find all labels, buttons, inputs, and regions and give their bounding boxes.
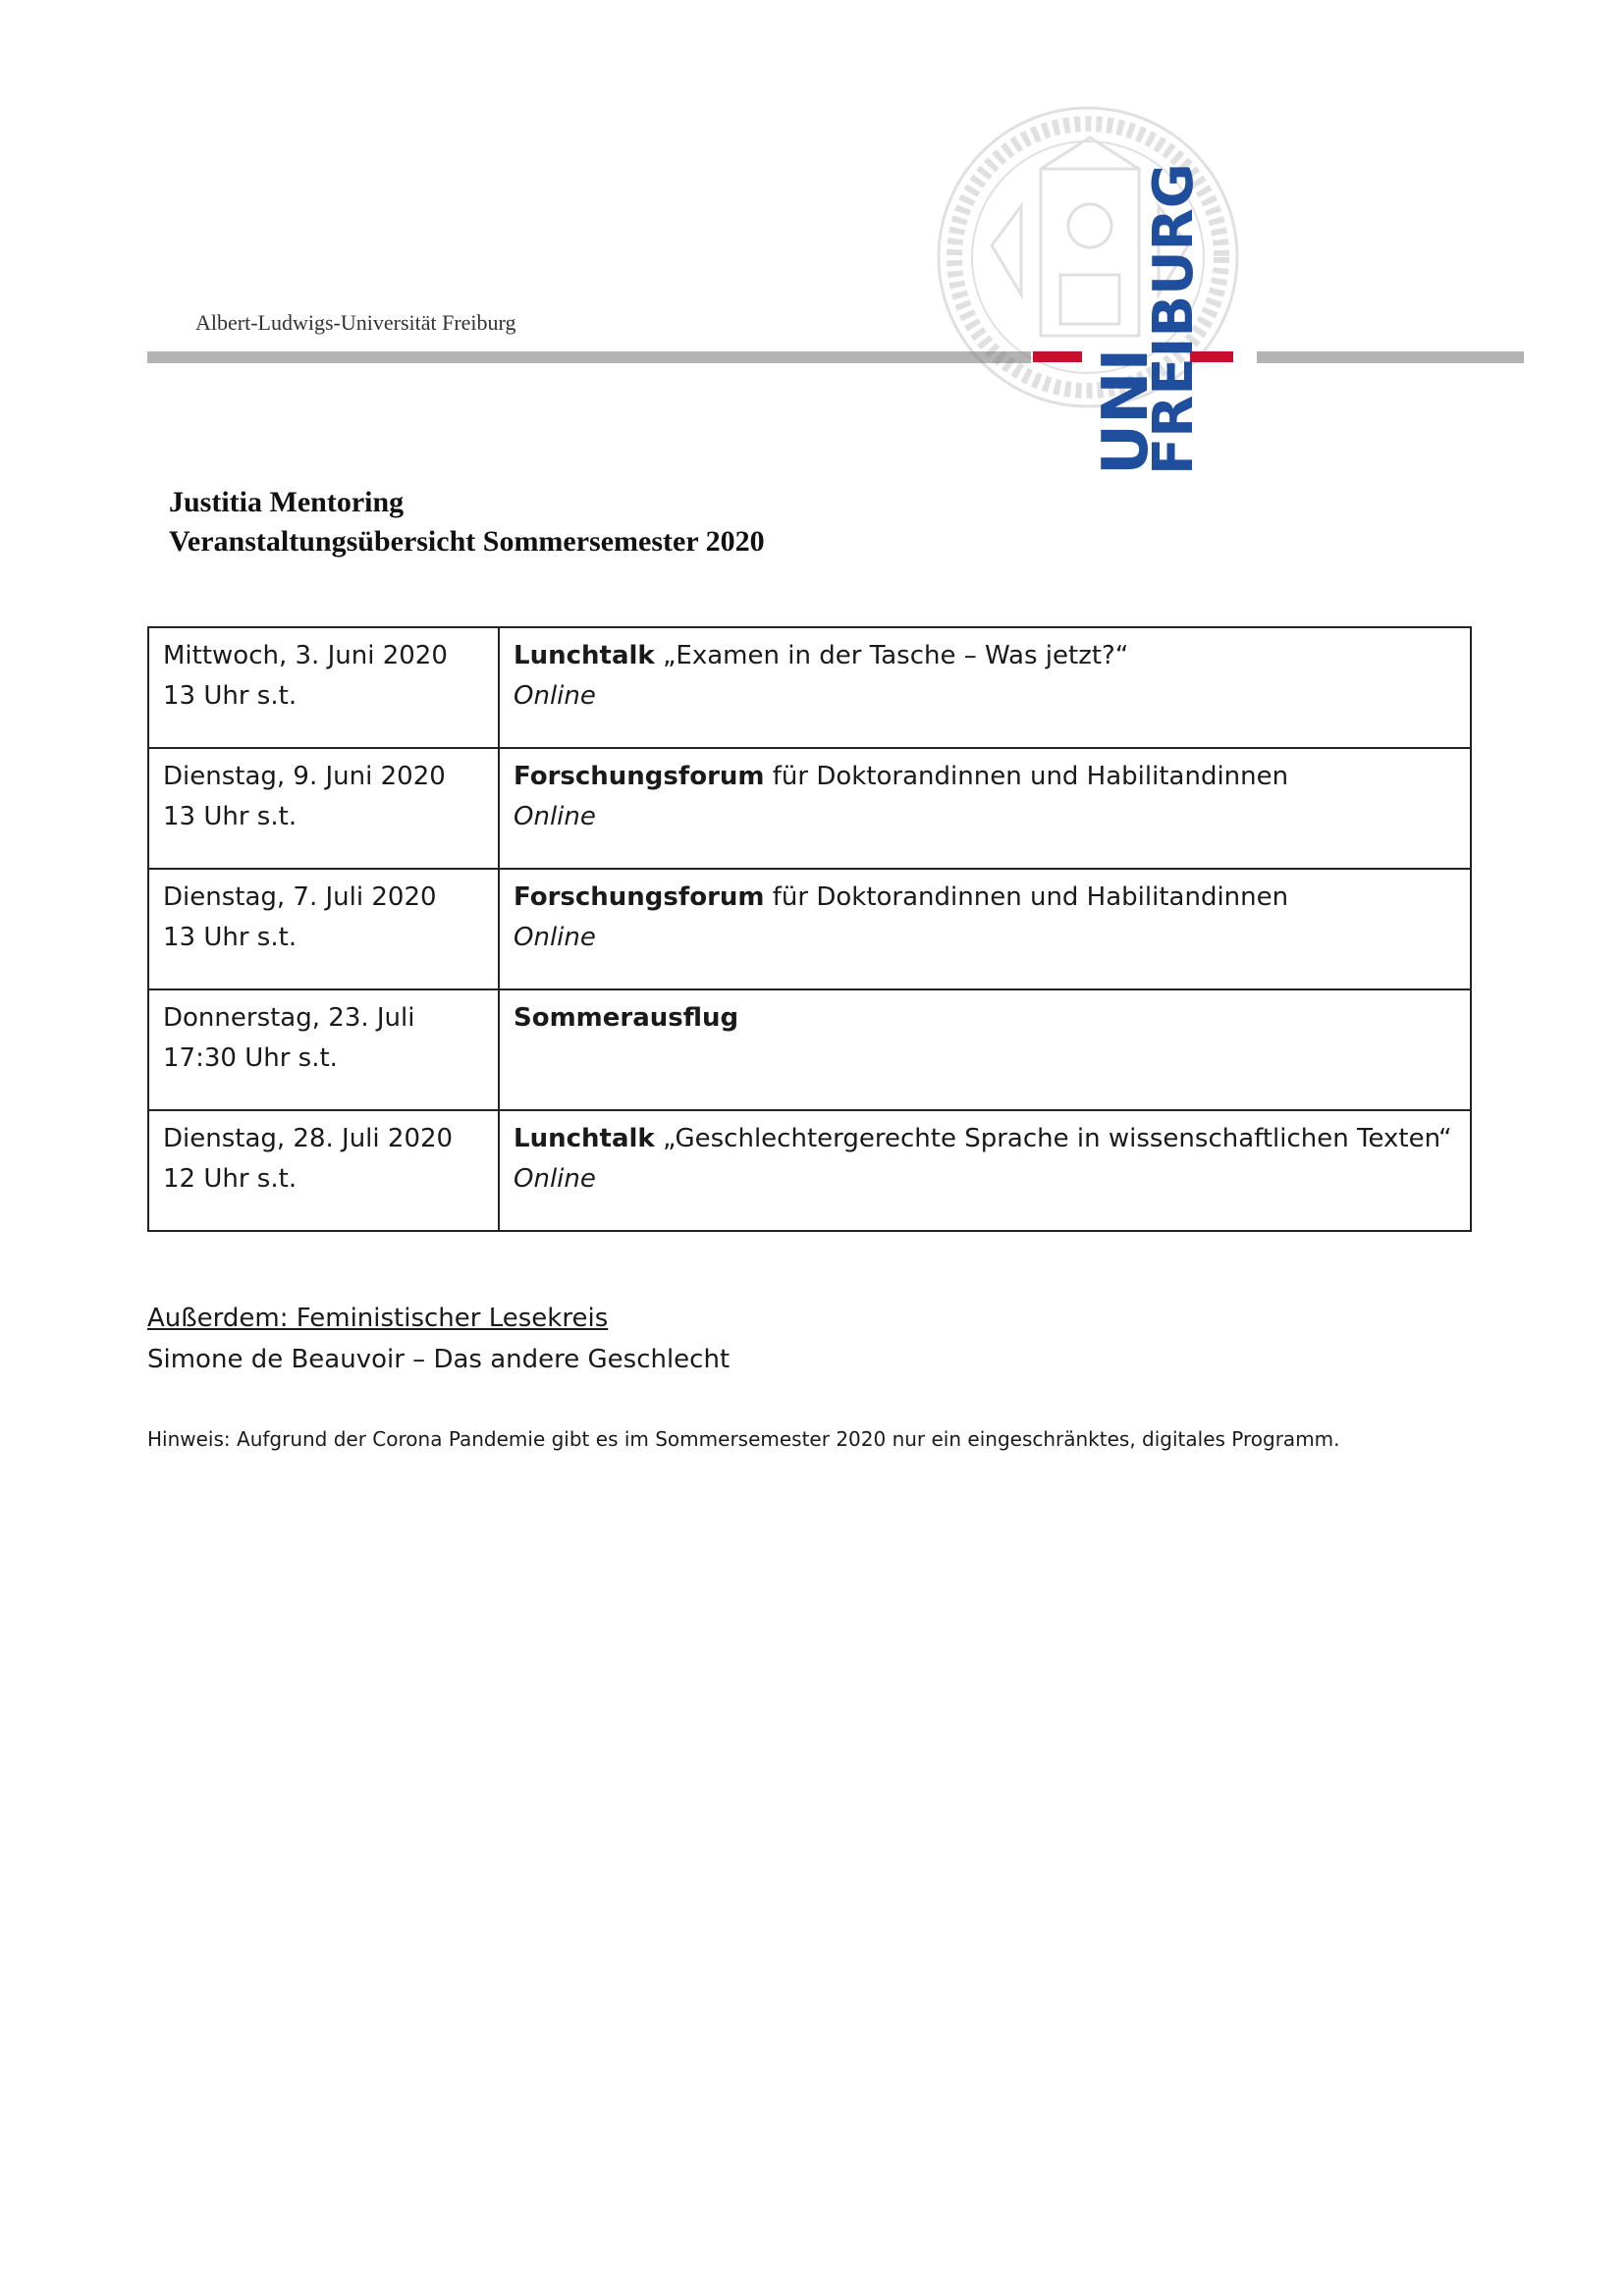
event-time: 13 Uhr s.t. <box>163 802 298 831</box>
event-date: Mittwoch, 3. Juni 2020 <box>163 641 448 670</box>
event-detail: „Geschlechtergerechte Sprache in wissenschaftlichen Texten“ <box>654 1124 1452 1153</box>
event-date: Dienstag, 28. Juli 2020 <box>163 1124 454 1153</box>
table-row <box>148 1110 1471 1231</box>
event-date: Dienstag, 7. Juli 2020 <box>163 882 437 912</box>
event-date-cell <box>148 989 499 1110</box>
event-info-cell <box>499 627 1471 748</box>
event-mode: Online <box>514 923 596 952</box>
university-logo-icon <box>923 98 1257 481</box>
event-title <box>514 757 1456 797</box>
event-info-cell <box>499 748 1471 869</box>
event-type: Lunchtalk <box>514 1124 655 1153</box>
event-date-cell <box>148 627 499 748</box>
event-time: 12 Uhr s.t. <box>163 1164 298 1194</box>
event-mode: Online <box>514 1164 596 1194</box>
page-title <box>169 483 765 561</box>
title-line-1: Justitia Mentoring <box>169 486 405 518</box>
event-date: Donnerstag, 23. Juli <box>163 1003 415 1033</box>
event-title <box>514 998 1456 1039</box>
event-type: Forschungsforum <box>514 762 765 791</box>
event-time: 13 Uhr s.t. <box>163 923 298 952</box>
event-type: Sommerausflug <box>514 1003 739 1033</box>
logo-text-uni: UNI <box>1090 347 1163 475</box>
reading-circle-heading: Außerdem: Feministischer Lesekreis <box>147 1304 609 1333</box>
title-line-2: Veranstaltungsübersicht Sommersemester 2020 <box>169 525 765 558</box>
event-detail: für Doktorandinnen und Habilitandinnen <box>764 882 1289 912</box>
event-detail: „Examen in der Tasche – Was jetzt?“ <box>654 641 1129 670</box>
table-row <box>148 748 1471 869</box>
event-info-cell <box>499 869 1471 989</box>
table-row <box>148 627 1471 748</box>
event-date-cell <box>148 748 499 869</box>
event-mode: Online <box>514 802 596 831</box>
logo-red-bar-left <box>1033 351 1082 362</box>
event-title <box>514 878 1456 918</box>
event-title <box>514 636 1456 676</box>
table-row <box>148 989 1471 1110</box>
header-rule-right <box>1257 351 1524 363</box>
reading-circle-text: Simone de Beauvoir – Das andere Geschlecht <box>147 1345 731 1374</box>
event-info-cell <box>499 989 1471 1110</box>
university-name: Albert-Ludwigs-Universität Freiburg <box>195 310 516 335</box>
event-date-cell <box>148 1110 499 1231</box>
event-time: 17:30 Uhr s.t. <box>163 1043 338 1073</box>
reading-circle-section <box>147 1298 730 1380</box>
event-mode: Online <box>514 681 596 711</box>
header-rule-left <box>147 351 1031 363</box>
table-row <box>148 869 1471 989</box>
events-table <box>147 626 1472 1232</box>
event-title <box>514 1119 1456 1159</box>
event-type: Forschungsforum <box>514 882 765 912</box>
event-type: Lunchtalk <box>514 641 655 670</box>
event-date: Dienstag, 9. Juni 2020 <box>163 762 446 791</box>
logo-text-freiburg: FREIBURG <box>1142 163 1206 475</box>
event-date-cell <box>148 869 499 989</box>
event-time: 13 Uhr s.t. <box>163 681 298 711</box>
event-info-cell <box>499 1110 1471 1231</box>
hint-note: Hinweis: Aufgrund der Corona Pandemie gibt es im Sommersemester 2020 nur ein eingeschränktes, digitales Programm. <box>147 1427 1340 1451</box>
event-detail: für Doktorandinnen und Habilitandinnen <box>764 762 1289 791</box>
